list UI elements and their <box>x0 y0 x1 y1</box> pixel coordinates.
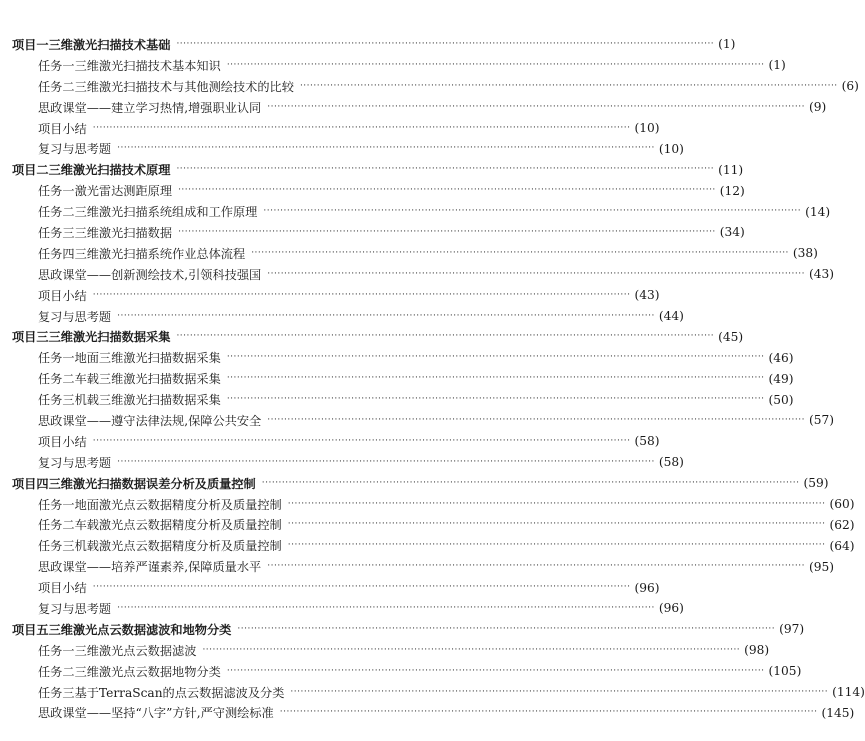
toc-page-number: (9) <box>808 100 827 115</box>
toc-entry-number: 任务二 <box>38 518 75 533</box>
toc-page-number: (60) <box>829 497 855 512</box>
toc-section-row[interactable] <box>0 368 794 389</box>
toc-entry-number: 任务一 <box>38 58 75 73</box>
toc-dot-leader: ································································································································································ <box>117 456 655 467</box>
toc-dot-leader: ································································································································································ <box>237 623 776 634</box>
toc-page-number: (58) <box>658 455 684 470</box>
toc-section-row[interactable] <box>0 640 770 661</box>
toc-section-row[interactable] <box>0 264 835 285</box>
toc-page-number: (96) <box>658 601 684 616</box>
toc-page-number: (59) <box>803 476 829 491</box>
toc-page-number: (96) <box>634 580 660 595</box>
toc-section-row[interactable] <box>0 682 865 703</box>
toc-entry-number: 任务三 <box>38 393 75 408</box>
toc-entry-number: 任务四 <box>38 246 75 261</box>
toc-entry-title: 项目小结 <box>38 434 87 449</box>
toc-chapter-row[interactable] <box>0 326 744 347</box>
toc-entry-title: 地面三维激光扫描数据采集 <box>74 351 221 366</box>
toc-page-number: (14) <box>805 204 831 219</box>
toc-section-row[interactable] <box>0 577 660 598</box>
toc-page-number: (64) <box>829 538 855 553</box>
toc-entry-number: 任务二 <box>38 205 75 220</box>
toc-entry-title: 车载三维激光扫描数据采集 <box>74 372 221 387</box>
toc-entry-title: 项目小结 <box>38 121 87 136</box>
toc-dot-leader: ································································································································································ <box>261 477 800 488</box>
toc-chapter-row[interactable] <box>0 619 805 640</box>
toc-entry-title: 项目小结 <box>38 581 87 596</box>
toc-dot-leader: ································································································································································ <box>267 101 805 112</box>
toc-section-row[interactable] <box>0 222 745 243</box>
toc-dot-leader: ································································································································································ <box>92 289 631 300</box>
toc-page-number: (43) <box>808 267 835 282</box>
toc-dot-leader: ································································································································································ <box>178 185 716 196</box>
toc-dot-leader: ································································································································································ <box>251 247 789 258</box>
toc-section-row[interactable] <box>0 703 855 724</box>
toc-section-row[interactable] <box>0 494 855 515</box>
toc-entry-number: 任务一 <box>38 351 75 366</box>
toc-dot-leader: ································································································································································ <box>92 435 631 446</box>
toc-entry-title: 激光雷达测距原理 <box>74 184 173 199</box>
toc-dot-leader: ································································································································································ <box>92 582 631 593</box>
toc-section-row[interactable] <box>0 556 835 577</box>
toc-entry-number: 任务二 <box>38 79 75 94</box>
toc-section-row[interactable] <box>0 55 786 76</box>
toc-entry-number: 项目五 <box>12 622 49 637</box>
toc-dot-leader: ································································································································································ <box>299 80 838 91</box>
toc-entry-title: 三维激光点云数据滤波和地物分类 <box>48 622 232 637</box>
toc-dot-leader: ································································································································································ <box>287 519 826 530</box>
toc-section-row[interactable] <box>0 97 827 118</box>
toc-entry-number: 任务三 <box>38 539 75 554</box>
toc-page-number: (45) <box>718 329 744 344</box>
toc-page-number: (95) <box>808 559 835 574</box>
toc-section-row[interactable] <box>0 389 794 410</box>
toc-dot-leader: ································································································································································ <box>176 164 715 175</box>
toc-page-number: (38) <box>792 246 818 261</box>
toc-dot-leader: ································································································································································ <box>176 38 715 49</box>
toc-dot-leader: ································································································································································ <box>176 331 715 342</box>
toc-section-row[interactable] <box>0 285 660 306</box>
toc-entry-number: 项目二 <box>12 163 49 178</box>
toc-dot-leader: ································································································································································ <box>267 414 805 425</box>
toc-entry-number: 项目一 <box>12 37 49 52</box>
toc-entry-title: 复习与思考题 <box>38 455 112 470</box>
toc-entry-title: 三维激光点云数据地物分类 <box>74 664 221 679</box>
toc-entry-title: 思政课堂——培养严谨素养,保障质量水平 <box>38 560 262 575</box>
toc-entry-title: 三维激光扫描数据 <box>74 225 173 240</box>
toc-page-number: (12) <box>719 183 745 198</box>
toc-section-row[interactable] <box>0 138 684 159</box>
toc-entry-title: 三维激光扫描系统组成和工作原理 <box>74 205 258 220</box>
toc-dot-leader: ································································································································································ <box>117 602 655 613</box>
toc-entry-title: 地面激光点云数据精度分析及质量控制 <box>74 497 282 512</box>
toc-page-number: (62) <box>829 517 855 532</box>
toc-entry-title: 复习与思考题 <box>38 142 112 157</box>
toc-dot-leader: ································································································································································ <box>267 268 805 279</box>
toc-entry-title: 三维激光扫描技术基础 <box>48 37 171 52</box>
toc-section-row[interactable] <box>0 306 684 327</box>
toc-entry-title: 机载三维激光扫描数据采集 <box>74 393 221 408</box>
toc-entry-number: 项目三 <box>12 330 49 345</box>
toc-entry-number: 任务二 <box>38 664 75 679</box>
toc-section-row[interactable] <box>0 201 831 222</box>
toc-chapter-row[interactable] <box>0 34 736 55</box>
toc-entry-title: 思政课堂——坚持“八字”方针,严守测绘标准 <box>38 706 274 721</box>
toc-dot-leader: ································································································································································ <box>287 498 826 509</box>
toc-entry-number: 任务三 <box>38 225 75 240</box>
toc-dot-leader: ································································································································································ <box>267 561 805 572</box>
toc-entry-title: 三维激光扫描数据误差分析及质量控制 <box>48 476 256 491</box>
toc-entry-number: 任务一 <box>38 643 75 658</box>
toc-dot-leader: ································································································································································ <box>226 373 765 384</box>
toc-section-row[interactable] <box>0 118 660 139</box>
toc-page-number: (1) <box>768 58 786 73</box>
toc-entry-title: 三维激光扫描数据采集 <box>48 330 171 345</box>
toc-dot-leader: ································································································································································ <box>279 707 818 718</box>
toc-entry-number: 任务二 <box>38 372 75 387</box>
toc-section-row[interactable] <box>0 347 794 368</box>
toc-entry-title: 机载激光点云数据精度分析及质量控制 <box>74 539 282 554</box>
toc-dot-leader: ································································································································································ <box>287 540 826 551</box>
toc-page-number: (44) <box>658 309 684 324</box>
toc-section-row[interactable] <box>0 431 660 452</box>
toc-entry-title: 三维激光扫描技术基本知识 <box>74 58 221 73</box>
toc-entry-title: 三维激光点云数据滤波 <box>74 643 197 658</box>
toc-page-number: (105) <box>768 664 802 679</box>
toc-dot-leader: ································································································································································ <box>92 122 631 133</box>
toc-page-number: (50) <box>768 392 794 407</box>
toc-dot-leader: ································································································································································ <box>117 143 655 154</box>
toc-page-number: (1) <box>718 37 736 52</box>
toc-entry-title: 基于TerraScan的点云数据滤波及分类 <box>74 685 285 700</box>
toc-page-number: (46) <box>768 350 794 365</box>
toc-entry-title: 项目小结 <box>38 288 87 303</box>
toc-page-number: (145) <box>821 705 855 720</box>
toc-section-row[interactable] <box>0 661 802 682</box>
toc-section-row[interactable] <box>0 76 859 97</box>
table-of-contents <box>0 34 865 723</box>
toc-page-number: (49) <box>768 371 794 386</box>
toc-entry-title: 复习与思考题 <box>38 309 112 324</box>
toc-section-row[interactable] <box>0 243 818 264</box>
toc-dot-leader: ································································································································································ <box>226 59 765 70</box>
toc-section-row[interactable] <box>0 535 855 556</box>
toc-entry-title: 车载激光点云数据精度分析及质量控制 <box>74 518 282 533</box>
toc-dot-leader: ································································································································································ <box>202 644 741 655</box>
toc-entry-title: 三维激光扫描技术与其他测绘技术的比较 <box>74 79 294 94</box>
toc-page-number: (34) <box>719 225 745 240</box>
toc-entry-title: 三维激光扫描技术原理 <box>48 163 171 178</box>
toc-section-row[interactable] <box>0 452 684 473</box>
toc-dot-leader: ································································································································································ <box>178 226 716 237</box>
toc-section-row[interactable] <box>0 598 684 619</box>
toc-section-row[interactable] <box>0 514 855 535</box>
toc-entry-number: 任务一 <box>38 184 75 199</box>
toc-entry-title: 思政课堂——创新测绘技术,引领科技强国 <box>38 267 262 282</box>
toc-dot-leader: ································································································································································ <box>226 352 765 363</box>
toc-section-row[interactable] <box>0 180 745 201</box>
toc-entry-number: 任务三 <box>38 685 75 700</box>
toc-entry-number: 项目四 <box>12 476 49 491</box>
toc-page-number: (43) <box>634 288 660 303</box>
toc-entry-title: 思政课堂——建立学习热情,增强职业认同 <box>38 100 262 115</box>
toc-entry-number: 任务一 <box>38 497 75 512</box>
toc-entry-title: 思政课堂——遵守法律法规,保障公共安全 <box>38 413 262 428</box>
toc-page-number: (57) <box>808 413 835 428</box>
toc-dot-leader: ································································································································································ <box>117 310 655 321</box>
toc-chapter-row[interactable] <box>0 159 744 180</box>
toc-page-number: (6) <box>841 79 859 94</box>
toc-entry-title: 三维激光扫描系统作业总体流程 <box>74 246 246 261</box>
toc-page-number: (11) <box>718 162 744 177</box>
toc-dot-leader: ································································································································································ <box>226 665 765 676</box>
toc-page-number: (114) <box>832 685 865 700</box>
toc-page-number: (10) <box>658 141 684 156</box>
toc-entry-title: 复习与思考题 <box>38 601 112 616</box>
toc-page-number: (98) <box>744 643 770 658</box>
toc-section-row[interactable] <box>0 410 835 431</box>
toc-dot-leader: ································································································································································ <box>263 206 802 217</box>
toc-page-number: (97) <box>779 622 805 637</box>
toc-chapter-row[interactable] <box>0 473 829 494</box>
toc-dot-leader: ································································································································································ <box>290 686 829 697</box>
toc-dot-leader: ································································································································································ <box>226 394 765 405</box>
toc-page-number: (10) <box>634 121 660 135</box>
toc-page-number: (58) <box>634 434 660 449</box>
